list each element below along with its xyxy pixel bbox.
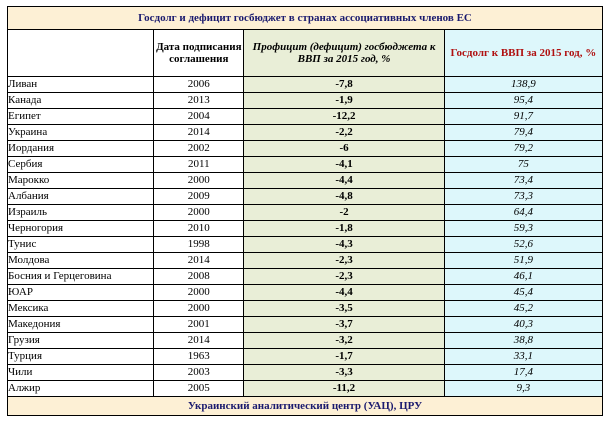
cell-debt: 75 [444,157,602,173]
cell-country: Македония [8,317,154,333]
table-row [8,333,603,349]
cell-debt: 45,2 [444,301,602,317]
cell-country: Молдова [8,253,154,269]
page-title: Госдолг и дефицит госбюджет в странах ассоциативных членов ЕС [8,7,603,30]
cell-year: 2006 [154,77,244,93]
cell-country: Тунис [8,237,154,253]
cell-year: 2000 [154,301,244,317]
table-row [8,349,603,365]
cell-debt: 52,6 [444,237,602,253]
cell-country: Босния и Герцеговина [8,269,154,285]
cell-country: ЮАР [8,285,154,301]
cell-deficit: -4,8 [244,189,444,205]
table-row [8,125,603,141]
table-row [8,301,603,317]
data-table [7,6,603,416]
cell-deficit: -11,2 [244,381,444,397]
cell-year: 1998 [154,237,244,253]
table-row [8,189,603,205]
cell-debt: 51,9 [444,253,602,269]
cell-deficit: -7,8 [244,77,444,93]
table-row [8,317,603,333]
cell-debt: 64,4 [444,205,602,221]
cell-deficit: -1,8 [244,221,444,237]
cell-debt: 9,3 [444,381,602,397]
cell-country: Канада [8,93,154,109]
cell-country: Марокко [8,173,154,189]
cell-debt: 45,4 [444,285,602,301]
cell-year: 2014 [154,333,244,349]
cell-year: 2008 [154,269,244,285]
cell-debt: 38,8 [444,333,602,349]
table-row [8,157,603,173]
cell-country: Мексика [8,301,154,317]
cell-year: 1963 [154,349,244,365]
cell-country: Ливан [8,77,154,93]
cell-country: Грузия [8,333,154,349]
cell-country: Чили [8,365,154,381]
cell-deficit: -12,2 [244,109,444,125]
cell-year: 2003 [154,365,244,381]
footer-row [8,397,603,416]
cell-debt: 40,3 [444,317,602,333]
cell-deficit: -4,4 [244,173,444,189]
table-row [8,269,603,285]
cell-deficit: -4,3 [244,237,444,253]
cell-debt: 138,9 [444,77,602,93]
cell-deficit: -1,9 [244,93,444,109]
cell-year: 2010 [154,221,244,237]
cell-debt: 59,3 [444,221,602,237]
cell-debt: 91,7 [444,109,602,125]
cell-year: 2011 [154,157,244,173]
cell-year: 2014 [154,125,244,141]
cell-debt: 95,4 [444,93,602,109]
cell-deficit: -3,7 [244,317,444,333]
table-row [8,77,603,93]
cell-country: Турция [8,349,154,365]
source-note: Украинский аналитический центр (УАЦ), ЦРУ [8,397,603,416]
cell-debt: 73,3 [444,189,602,205]
column-header-deficit: Профицит (дефицит) госбюджета к ВВП за 2015 год, % [244,30,444,77]
cell-year: 2013 [154,93,244,109]
document-page [0,6,610,422]
cell-country: Алжир [8,381,154,397]
cell-debt: 79,4 [444,125,602,141]
table-row [8,109,603,125]
title-row [8,7,603,30]
cell-country: Албания [8,189,154,205]
table-row [8,141,603,157]
cell-year: 2001 [154,317,244,333]
cell-debt: 73,4 [444,173,602,189]
cell-year: 2004 [154,109,244,125]
table-body [8,7,603,416]
cell-debt: 33,1 [444,349,602,365]
table-row [8,285,603,301]
cell-deficit: -3,2 [244,333,444,349]
cell-year: 2000 [154,205,244,221]
cell-deficit: -3,3 [244,365,444,381]
column-header-country [8,30,154,77]
cell-year: 2000 [154,173,244,189]
cell-deficit: -4,1 [244,157,444,173]
cell-debt: 46,1 [444,269,602,285]
cell-deficit: -4,4 [244,285,444,301]
table-row [8,237,603,253]
table-row [8,221,603,237]
header-row [8,30,603,77]
table-row [8,381,603,397]
cell-year: 2009 [154,189,244,205]
cell-year: 2005 [154,381,244,397]
column-header-date: Дата подписания соглашения [154,30,244,77]
table-row [8,173,603,189]
cell-deficit: -2,3 [244,253,444,269]
cell-deficit: -2 [244,205,444,221]
cell-country: Иордания [8,141,154,157]
cell-deficit: -6 [244,141,444,157]
table-row [8,365,603,381]
table-row [8,93,603,109]
table-row [8,205,603,221]
cell-deficit: -2,2 [244,125,444,141]
cell-debt: 79,2 [444,141,602,157]
cell-deficit: -1,7 [244,349,444,365]
column-header-debt: Госдолг к ВВП за 2015 год, % [444,30,602,77]
cell-country: Черногория [8,221,154,237]
cell-country: Украина [8,125,154,141]
cell-country: Израиль [8,205,154,221]
cell-year: 2002 [154,141,244,157]
cell-deficit: -3,5 [244,301,444,317]
cell-deficit: -2,3 [244,269,444,285]
cell-country: Египет [8,109,154,125]
cell-debt: 17,4 [444,365,602,381]
table-row [8,253,603,269]
cell-year: 2000 [154,285,244,301]
cell-country: Сербия [8,157,154,173]
cell-year: 2014 [154,253,244,269]
